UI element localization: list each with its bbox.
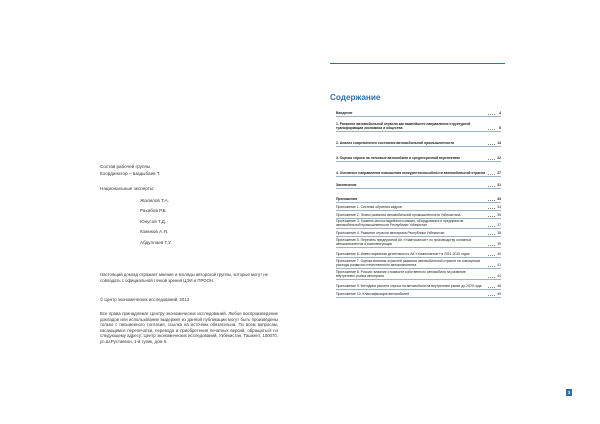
toc-entry[interactable] [336,280,501,291]
toc-entry-title: Приложение 9. Методика расчета спроса на автомобили на внутреннем рынке до 2020 года [336,284,487,288]
toc-entry-page: 48 [497,284,501,288]
toc-entry[interactable] [336,229,501,237]
toc-entry-title: Приложение 1. Система обучения кадров [336,205,487,209]
working-group-heading: Состав рабочей группы [100,164,151,169]
experts-heading: Национальные эксперты: [100,186,155,191]
toc-entry-page: 44 [497,273,501,278]
toc-entry-title: Приложение 2. Этапы развития автомобильной промышленности Узбекистана [336,213,487,217]
experts-list [140,196,172,248]
toc-entry[interactable] [336,258,501,269]
toc-entry-title: Приложение 7. Оценка влияния отраслей развития автомобильной отрасли на совокупные расходы развития отечественного автокомпонента [336,259,487,267]
toc-entry-title: Введение [336,111,487,115]
toc-entry-title: 1. Развитие автомобильной отрасли как важнейшего направления структурной трансформации экономики и общества [336,122,487,130]
toc-entry-title: 4. Основные направления повышения конкурентоспособности автомобильной отрасли [336,171,486,175]
coordinator: Координатор – Шадыбаев Т. [100,171,161,176]
toc-entry[interactable] [336,237,501,248]
toc-entry[interactable] [336,248,501,259]
toc-entry-page: 27 [497,171,501,175]
toc-entry-title: Приложение 6. Инвестиционная деятельность АК «Узавтосаноат» в 2011-2015 годах [336,252,487,256]
expert-name: Жалилов Т.А. [140,198,170,203]
toc-entry-page: 41 [497,263,501,267]
toc-entry[interactable] [336,162,501,177]
toc-entry[interactable] [336,219,501,230]
toc-entry[interactable] [336,132,501,147]
toc-entry-title: Заключение [336,183,487,187]
expert-name: Юнусов Т.Д. [140,218,167,224]
toc-entry-page: 34 [497,204,501,209]
disclaimer-note: Настоящий доклад отражает мнение и взгляды авторской группы, которые могут не совпадать с официальной точкой зрения ЦЭИ и ПРООН. [100,272,269,283]
expert-name: Абдуллаев Т.У. [140,239,172,245]
toc-entry-page: 35 [497,212,501,217]
toc-entry-page: 37 [497,223,501,227]
toc-entry-page: 14 [497,141,501,145]
toc-entry-title: Приложение 8. Россия: влияние стоимости собственного автомобиля на развитие внутреннего рынка автопрома [336,270,487,278]
toc-entry-page: 31 [497,183,501,187]
toc-entry-title: 3. Оценка спроса на легковые автомобили и среднесрочной перспективе [336,156,487,160]
toc-entry-title: Приложение 4. Развитие отрасли автопрома Республики Узбекистан [336,231,487,235]
toc-entry[interactable] [336,211,501,219]
toc-title: Содержание [330,93,381,102]
toc-entry-title: 2. Анализ современного состояния автомобильной промышленности [336,141,487,145]
toc-entry-page: 22 [497,156,501,160]
table-of-contents [336,107,501,298]
toc-entry-page: 8 [499,126,501,130]
toc-entry[interactable] [336,290,501,298]
toc-entry[interactable] [336,107,501,117]
rights-statement: Все права принадлежат Центру экономических исследований. Любое воспроизведение докладов или использование выдержек из данной публикации могут быть произведены только с письменного согласия, ссылка на источник обязательна. По всем вопросам, касающимся перепечатки, перевода и приобретения печатных версий, обращаться по следующему адресу: Центр экономических исследований, Узбекистан, Ташкент, 100070, ул.Ш.Руставели, 1-й тупик, дом 5. [100,311,278,344]
toc-entry-page: 40 [497,252,501,256]
header-rule [330,63,505,64]
toc-entry[interactable] [336,269,501,280]
toc-entry-title: Приложение 5. Перечень предприятий АК «Узавтосаноат» по производству основных автокомпонентов и комплектующих [336,238,487,246]
toc-entry-title: Приложения [336,197,487,201]
toc-entry[interactable] [336,117,501,132]
toc-entry[interactable] [336,147,501,162]
toc-entry-page: 49 [497,292,501,296]
expert-name: Рахабов Р.Б. [140,208,167,214]
working-group [100,163,160,177]
copyright-line: © Центр экономических исследований, 2013 [100,297,190,302]
right-page [300,0,600,424]
expert-name: Кожиков А.Я. [140,229,169,235]
toc-entry-title: Приложение 10. Классификация автомобилей [336,292,487,296]
toc-entry-page: 38 [497,230,501,235]
toc-entry-page: 34 [497,197,501,201]
toc-entry[interactable] [336,177,501,189]
page-number-badge: 3 [567,390,571,395]
toc-entry[interactable] [336,203,501,211]
toc-entry-page: 4 [499,111,501,115]
toc-entry[interactable] [336,189,501,203]
toc-entry-page: 39 [497,241,501,246]
toc-entry-title: Приложение 3. Уровень многостадийности машин, оборудования и предприятия автомобильной промышленности Республики Узбекистан [336,219,487,227]
